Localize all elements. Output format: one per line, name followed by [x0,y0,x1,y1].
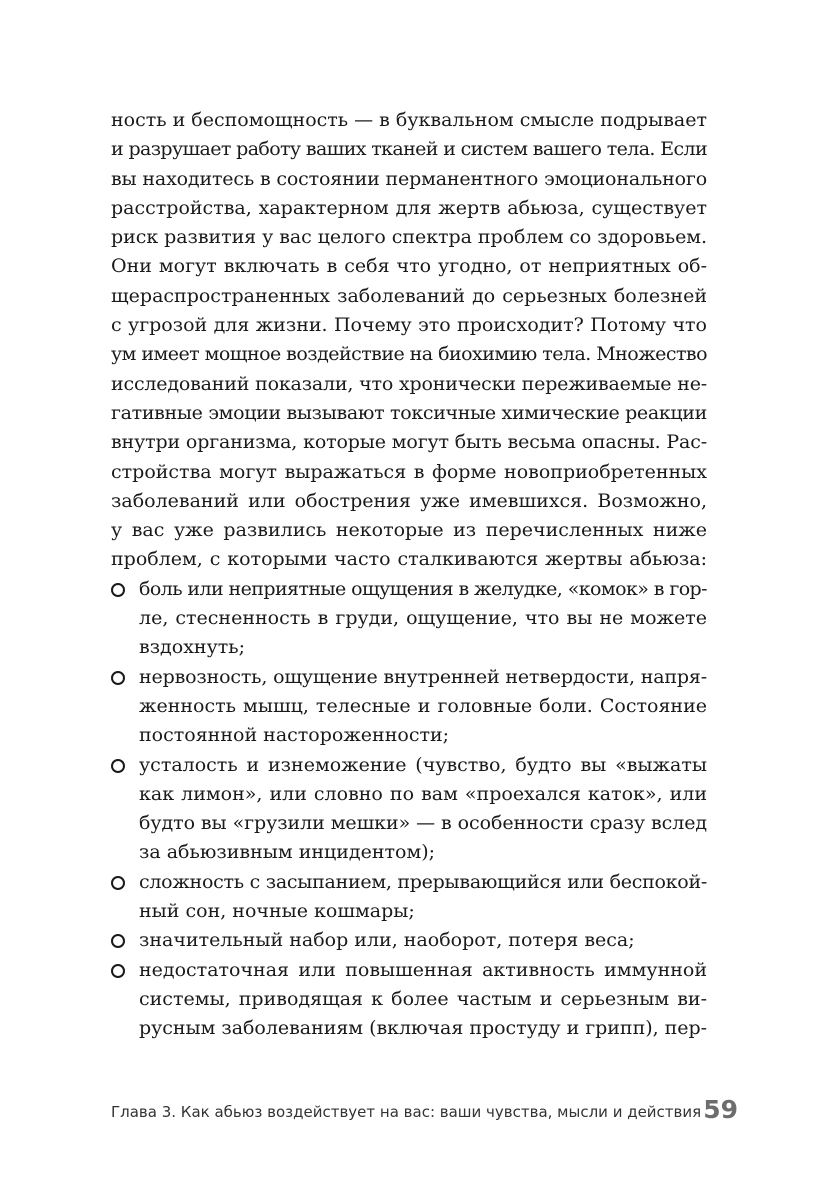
running-footer-chapter-title: Глава 3. Как абьюз воздействует на вас: ваши чувства, мысли и действия [111,1103,702,1121]
symptom-list [111,575,707,1044]
list-item [111,663,707,751]
list-item-line: за абьюзивным инцидентом); [139,841,436,864]
paragraph-line: щераспространенных заболеваний до серьезных болезней [111,284,707,307]
list-item-line: ле, стесненность в груди, ощущение, что вы не можете [139,607,707,630]
paragraph-line: стройства могут выражаться в форме новоприобретенных [111,460,707,483]
page-footer [111,1097,738,1127]
paragraph-line: ум имеет мощное воздействие на биохимию тела. Множество [111,343,707,366]
list-item-line: системы, приводящая к более частым и серьезным ви- [139,987,707,1010]
list-item-line: будто вы «грузили мешки» — в особенности сразу вслед [139,812,707,835]
paragraph-line: заболеваний или обострения уже имевшихся. Возможно, [111,489,707,512]
paragraph-line: гативные эмоции вызывают токсичные химические реакции [111,401,707,424]
paragraph-line: расстройства, характерном для жертв абьюза, существует [111,196,707,219]
list-item-line: сложность с засыпанием, прерывающийся или беспокой- [139,870,707,893]
paragraph-line: риск развития у вас целого спектра проблем со здоровьем. [111,226,707,249]
list-item-line: ный сон, ночные кошмары; [139,900,415,923]
list-item-line: боль или неприятные ощущения в желудке, «комок» в гор- [139,577,707,600]
paragraph-line: и разрушает работу ваших тканей и систем вашего тела. Если [111,138,707,161]
list-item-line: недостаточная или повышенная активность иммунной [139,958,707,981]
paragraph-line: ность и беспомощность — в буквальном смысле подрывает [111,109,707,131]
list-item-line: нервозность, ощущение внутренней нетвердости, напря- [139,665,707,688]
list-item-line: значительный набор или, наоборот, потеря веса; [139,929,635,952]
paragraph-line: внутри организма, которые могут быть весьма опасны. Рас- [111,431,707,454]
page-body [111,106,707,1044]
list-item-line: постоянной настороженности; [139,724,450,747]
paragraph-line: Они могут включать в себя что угодно, от неприятных об- [111,255,707,278]
list-item-line: как лимон», или словно по вам «проехался каток», или [139,782,707,805]
circle-bullet-icon [111,964,125,978]
paragraph-line: с угрозой для жизни. Почему это происходит? Потому что [111,314,707,337]
paragraph-line: исследований показали, что хронически переживаемые не- [111,372,707,395]
list-item [111,956,707,1044]
list-item-line: русным заболеваниям (включая простуду и грипп), пер- [139,1017,707,1040]
circle-bullet-icon [111,759,125,773]
list-item [111,926,707,955]
paragraph-line: проблем, с которыми часто сталкиваются жертвы абьюза: [111,548,707,571]
circle-bullet-icon [111,876,125,890]
body-paragraph [111,106,707,575]
circle-bullet-icon [111,671,125,685]
list-item-line: вздохнуть; [139,636,246,659]
list-item-line: женность мышц, телесные и головные боли. Состояние [139,694,707,717]
list-item [111,868,707,927]
list-item-line: усталость и изнеможение (чувство, будто вы «выжаты [139,753,707,776]
paragraph-line: вы находитесь в состоянии перманентного эмоционального [111,167,707,190]
list-item [111,751,707,868]
page-number: 59 [703,1095,738,1124]
list-item [111,575,707,663]
circle-bullet-icon [111,583,125,597]
paragraph-line: у вас уже развились некоторые из перечисленных ниже [111,519,707,542]
